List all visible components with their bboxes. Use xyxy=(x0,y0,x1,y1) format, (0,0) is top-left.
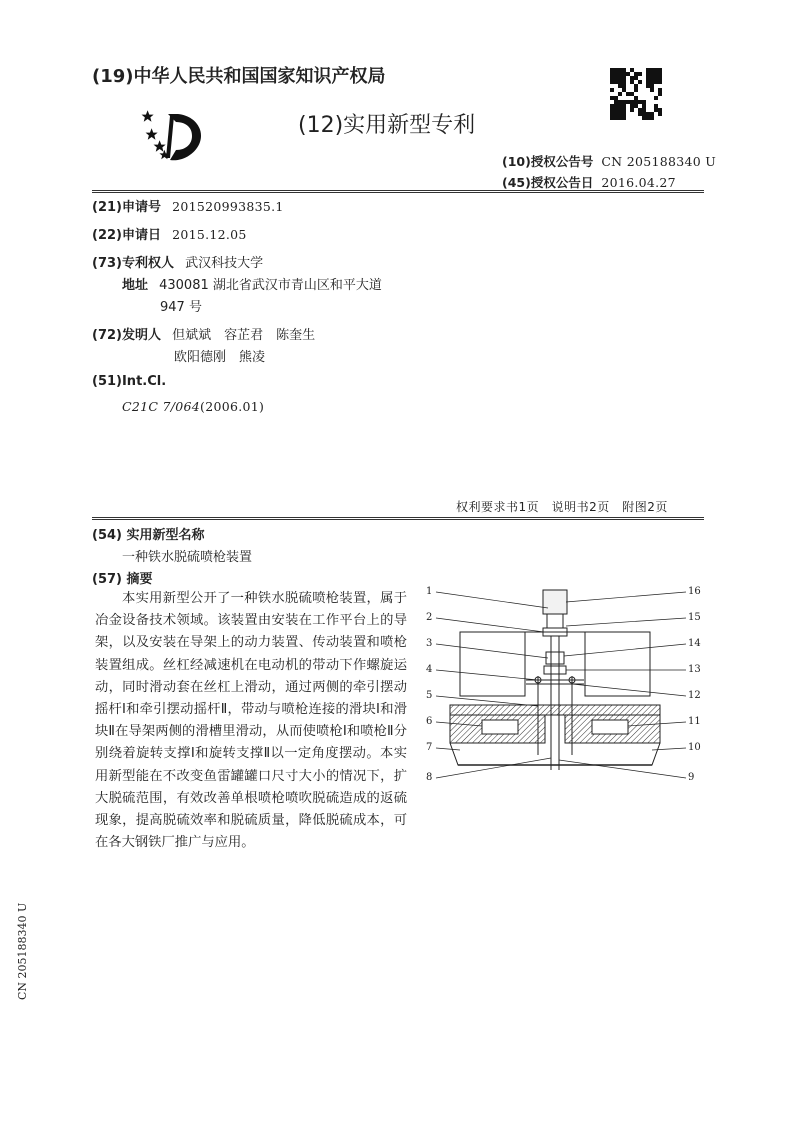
figure-label-right: 16 xyxy=(688,586,701,597)
abstract-label: (57) 摘要 xyxy=(92,572,153,587)
pub-date-value: 2016.04.27 xyxy=(601,175,676,190)
address-line1: 430081 湖北省武汉市青山区和平大道 xyxy=(159,278,382,293)
qr-module xyxy=(650,88,654,92)
app-date-label: (22)申请日 xyxy=(92,228,161,243)
address-line2: 947 号 xyxy=(160,300,202,315)
figure-label-left: 6 xyxy=(426,716,433,727)
pub-date-label: (45)授权公告日 xyxy=(502,175,594,190)
app-no-row xyxy=(92,196,284,215)
qr-module xyxy=(658,80,662,84)
page-info: 权利要求书1页 说明书2页 附图2页 xyxy=(456,500,668,514)
intcl-label: (51)Int.Cl. xyxy=(92,374,167,389)
figure-label-right: 10 xyxy=(688,742,701,753)
pub-no-row xyxy=(502,152,716,170)
address-row xyxy=(122,274,382,293)
qr-module xyxy=(610,88,614,92)
figure-label-right: 11 xyxy=(688,716,701,727)
inventor-label: (72)发明人 xyxy=(92,328,161,343)
page-info-rule xyxy=(92,517,704,520)
figure-label-left: 4 xyxy=(426,664,433,675)
figure-label-left: 3 xyxy=(426,638,433,649)
figure-label-right: 13 xyxy=(688,664,701,675)
header-rule xyxy=(92,190,704,193)
figure-label-left: 8 xyxy=(426,772,433,783)
qr-module xyxy=(654,96,658,100)
figure-label-left: 5 xyxy=(426,690,433,701)
figure-label-right: 15 xyxy=(688,612,701,623)
patentee-label: (73)专利权人 xyxy=(92,256,174,271)
inventors-line1: 但斌斌 容芷君 陈奎生 xyxy=(172,328,316,343)
figure-label-right: 9 xyxy=(688,772,695,783)
app-date-row xyxy=(92,224,247,243)
qr-module xyxy=(658,92,662,96)
figure-label-right: 12 xyxy=(688,690,701,701)
doc-type-title: (12)实用新型专利 xyxy=(298,113,476,138)
abstract-text: 本实用新型公开了一种铁水脱硫喷枪装置，属于冶金设备技术领域。该装置由安装在工作平台上的导架，以及安装在导架上的动力装置、传动装置和喷枪装置组成。丝杠经减速机在电动机的带动下作螺旋运动，同时滑动套在丝杠上滑动，通过两侧的牵引摆动摇杆Ⅰ和牵引摆动摇杆Ⅱ，带动与喷枪连接的滑块Ⅰ和滑块Ⅱ在导架两侧的滑槽里滑动，从而使喷枪Ⅰ和喷枪Ⅱ分别绕着旋转支撑Ⅰ和旋转支撑Ⅱ以一定角度摆动。本实用新型能在不改变鱼雷罐罐口尺寸大小的情况下，扩大脱硫范围，有效改善单根喷枪喷吹脱硫造成的返硫现象，提高脱硫效率和脱硫质量，降低脱硫成本，可在各大钢铁厂推广与应用。 xyxy=(95,591,407,851)
pub-no-label: (10)授权公告号 xyxy=(502,154,594,169)
qr-module xyxy=(650,116,654,120)
pub-no-value: CN 205188340 U xyxy=(601,154,717,169)
side-pub-number: CN 205188340 U xyxy=(16,902,29,1000)
patentee-row xyxy=(92,252,263,271)
app-no-label: (21)申请号 xyxy=(92,200,161,215)
inventor-row xyxy=(92,324,315,343)
inventors-line2: 欧阳德刚 熊凌 xyxy=(174,350,266,365)
qr-module xyxy=(630,108,634,112)
app-no-value: 201520993835.1 xyxy=(172,199,284,214)
utility-model-title: 一种铁水脱硫喷枪装置 xyxy=(122,550,253,565)
address-label: 地址 xyxy=(122,278,149,293)
figure-label-left: 2 xyxy=(426,612,433,623)
intcl-row xyxy=(122,396,264,415)
app-date-value: 2015.12.05 xyxy=(172,227,247,242)
pub-date-row xyxy=(502,173,676,191)
qr-module xyxy=(638,72,642,76)
qr-module xyxy=(618,92,622,96)
device-drawing xyxy=(420,580,702,812)
cnipa-emblem-icon xyxy=(130,108,210,168)
figure-label-right: 14 xyxy=(688,638,701,649)
abstract-body xyxy=(95,588,407,854)
qr-module xyxy=(638,80,642,84)
office-name: (19)中华人民共和国国家知识产权局 xyxy=(92,66,386,87)
intcl-year: (2006.01) xyxy=(200,399,265,414)
figure-label-left: 7 xyxy=(426,742,433,753)
title-label: (54) 实用新型名称 xyxy=(92,528,205,543)
patentee-value: 武汉科技大学 xyxy=(185,256,264,271)
qr-module xyxy=(622,116,626,120)
intcl-code: C21C 7/064 xyxy=(122,399,201,414)
qr-code-icon xyxy=(610,68,662,120)
qr-module xyxy=(634,88,638,92)
figure-label-left: 1 xyxy=(426,586,433,597)
qr-module xyxy=(658,112,662,116)
